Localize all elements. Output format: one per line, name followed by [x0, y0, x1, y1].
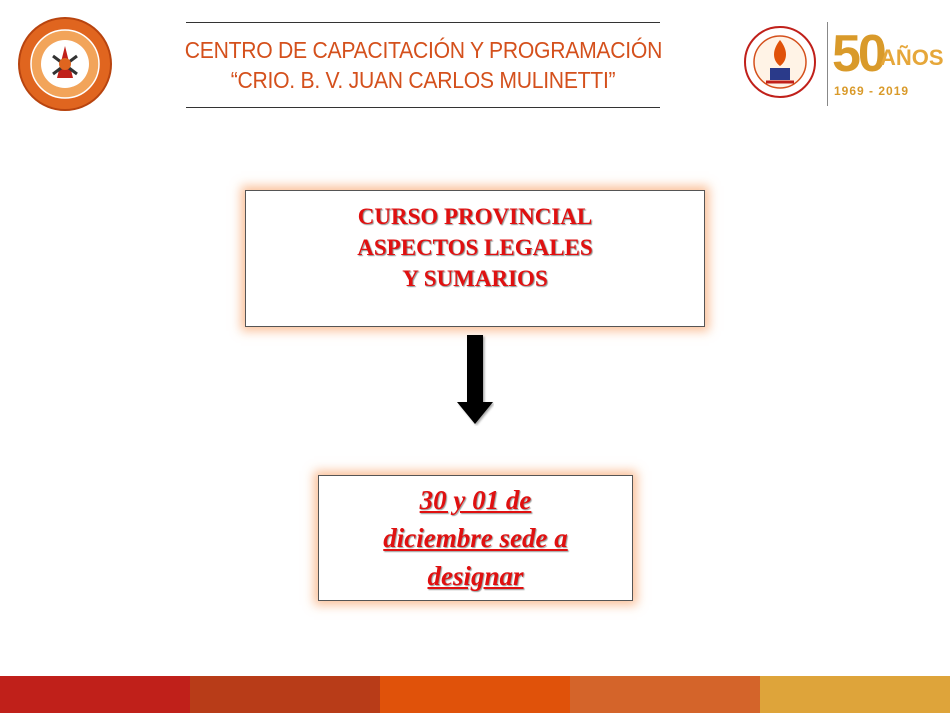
footer-color-bar	[0, 676, 950, 713]
date-line3: designar	[427, 561, 524, 591]
course-title-box	[245, 190, 705, 327]
date-line2: diciembre sede a	[383, 523, 568, 553]
federacion-bomberos-logo	[742, 22, 818, 102]
header-title-line2: “CRIO. B. V. JUAN CARLOS MULINETTI”	[230, 67, 616, 93]
course-title-line3: Y SUMARIOS	[402, 266, 548, 291]
centro-capacitacion-logo	[17, 16, 113, 112]
footer-stripe-4	[570, 676, 760, 713]
header-title-block	[186, 22, 660, 108]
course-title-line1: CURSO PROVINCIAL	[357, 204, 593, 229]
date-info-box	[318, 475, 633, 601]
anniversary-logo	[832, 25, 944, 100]
anniversary-years: 1969 - 2019	[834, 84, 910, 98]
footer-stripe-1	[0, 676, 190, 713]
footer-stripe-3	[380, 676, 570, 713]
anniversary-number: 50	[832, 25, 884, 83]
header-vertical-divider	[827, 22, 828, 106]
date-line1: 30 y 01 de	[419, 485, 532, 515]
centro-capacitacion-emblem-icon	[17, 16, 113, 112]
anniversary-word: AÑOS	[880, 45, 944, 70]
course-title-line2: ASPECTOS LEGALES	[357, 235, 593, 260]
down-arrow-icon	[456, 334, 494, 426]
federacion-bomberos-emblem-icon	[742, 22, 818, 102]
footer-stripe-5	[760, 676, 950, 713]
header-title-line1: CENTRO DE CAPACITACIÓN Y PROGRAMACIÓN	[184, 37, 662, 63]
footer-stripe-2	[190, 676, 380, 713]
